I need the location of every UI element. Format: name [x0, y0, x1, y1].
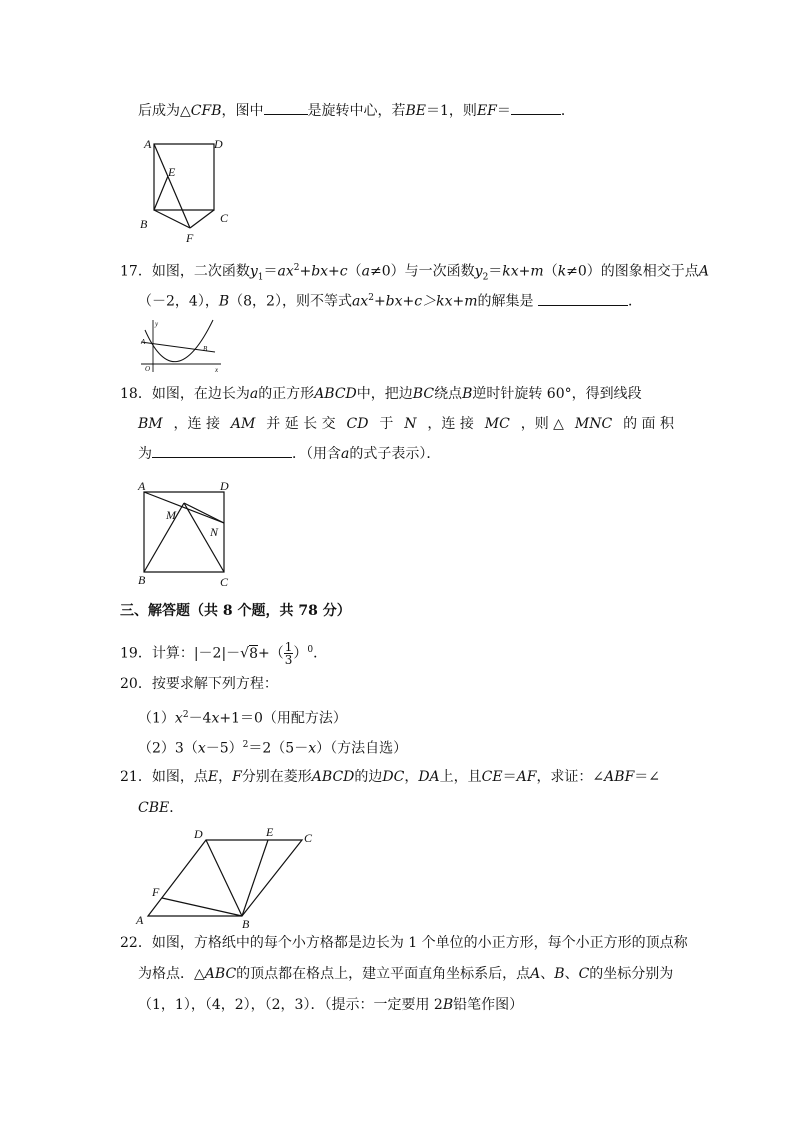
q21-var: ABF: [604, 769, 635, 785]
q16-answer-blank-2[interactable]: [511, 100, 561, 115]
q18-var: AM: [230, 416, 256, 432]
q20-stem: [120, 673, 278, 695]
q17-label-x: x: [215, 366, 219, 374]
q17-var: k: [557, 263, 567, 280]
q18-label-c: C: [220, 575, 229, 589]
q16-text: ＝: [496, 103, 511, 119]
q21-var: DC: [382, 769, 405, 785]
q18-text: 并 延 长 交: [266, 416, 336, 432]
q18-var: B: [462, 386, 473, 402]
q17-sup: 2: [368, 293, 374, 303]
q17-text: ≠0）与一次函数: [370, 263, 475, 280]
q21-line-1: [120, 766, 660, 788]
q20-var: x: [211, 710, 220, 727]
q19-text: 计算：|－2|－: [151, 645, 241, 662]
q17-text: ≠0）的图象相交于点: [566, 263, 699, 280]
q16-var: EF: [476, 103, 497, 119]
q18-var: BC: [412, 386, 435, 402]
q22-var: ABC: [204, 966, 237, 982]
q21-text: ，求证：∠: [536, 769, 605, 785]
q22-text: 的坐标分别为: [589, 966, 674, 982]
q18-label-b: B: [138, 573, 146, 587]
q20-text: （2）3（: [138, 740, 198, 757]
q17-text: （: [347, 263, 362, 280]
q17-text: 的解集是: [477, 293, 534, 310]
q17-var: ax: [277, 263, 294, 280]
q21-text: 上，且: [439, 769, 482, 785]
q19-exponent: 0: [307, 645, 314, 655]
q21-label-c: C: [304, 831, 313, 845]
q21-var: AF: [516, 769, 537, 785]
q17-label-o: O: [145, 365, 151, 373]
q17-line-1: [120, 257, 709, 283]
q21-text: ＝: [502, 769, 517, 785]
q21-text: ，: [218, 769, 233, 785]
q18-text: 中，把边: [356, 386, 413, 402]
q18-text: ，则 △: [520, 416, 564, 432]
q22-text: 的顶点都在格点上，建立平面直角坐标系后，点: [236, 966, 531, 982]
q18-label-n: N: [210, 525, 219, 539]
q17-sub: 1: [257, 272, 264, 283]
q22-text: 如图，方格纸中的每个小方格都是边长为 1 个单位的小正方形，每个小正方形的顶点称: [151, 935, 688, 951]
q17-var: A: [698, 263, 709, 280]
q18-line-2: [138, 413, 674, 435]
q21-label-b: B: [242, 917, 250, 930]
q17-line-2: [138, 287, 642, 309]
q17-text: ＝: [263, 263, 278, 280]
q18-text: 的式子表示）．: [349, 446, 441, 462]
q16-label-f: F: [186, 231, 194, 245]
q18-text: 为: [138, 446, 152, 462]
q22-line-2: [138, 963, 673, 985]
q19-line: [120, 636, 328, 668]
q19-fraction: [284, 641, 294, 666]
q17-var: kx+m: [502, 263, 544, 280]
q18-figure: [130, 474, 240, 590]
q22-text: （1，1），（4，2），（2，3）．（提示：一定要用 2: [138, 997, 443, 1013]
q18-number: 18．: [120, 386, 152, 402]
q20-var: x: [308, 740, 317, 757]
q22-text: 为格点．△: [138, 966, 205, 982]
q17-var: +bx+c: [299, 263, 348, 280]
q21-label-e: E: [266, 825, 274, 839]
q17-var: a: [361, 263, 370, 280]
q16-var: BE: [405, 103, 427, 119]
q21-text: ＝∠: [634, 769, 661, 785]
q21-text: ．: [169, 800, 184, 816]
q18-var: MC: [484, 416, 510, 432]
q18-var: N: [404, 416, 417, 432]
q21-text: 的边: [354, 769, 383, 785]
q20-text: 按要求解下列方程：: [151, 676, 278, 692]
q22-line-3: [138, 994, 523, 1016]
q17-var: y: [249, 263, 258, 280]
q20-text: +1＝0（用配方法）: [219, 710, 347, 727]
q22-var: B: [554, 966, 565, 982]
section-heading: 三、解答题（共 8 个题，共 78 分）: [120, 603, 351, 619]
q18-var: a: [341, 446, 350, 462]
q18-label-m: M: [166, 508, 176, 522]
q17-var: y: [474, 263, 483, 280]
q18-text: ，连 接: [173, 416, 220, 432]
q21-var: CE: [481, 769, 503, 785]
q21-var: CBE: [138, 800, 170, 816]
q20-text: －4: [188, 710, 212, 727]
q20-text: －5）: [205, 740, 243, 757]
q17-text: 如图，二次函数: [151, 263, 250, 280]
q16-label-b: B: [140, 217, 148, 231]
q16-label-d: D: [214, 137, 223, 151]
q21-var: E: [207, 769, 219, 785]
q16-label-c: C: [220, 211, 229, 225]
q22-text: 铅笔作图）: [453, 997, 524, 1013]
q17-text: ＝: [488, 263, 503, 280]
q19-sqrt-arg: 8: [249, 645, 259, 662]
q22-var: A: [530, 966, 541, 982]
q17-var: ax: [351, 293, 369, 310]
q21-text: 分别在菱形: [241, 769, 312, 785]
q20-text: （1）: [138, 710, 175, 727]
q16-label-e: E: [168, 165, 176, 179]
q16-answer-blank-1[interactable]: [264, 100, 308, 115]
q16-figure: [130, 130, 240, 248]
q21-line-2: [138, 797, 183, 819]
q21-var: DA: [418, 769, 440, 785]
q17-label-b: B: [203, 345, 208, 353]
q17-answer-blank[interactable]: [538, 291, 628, 306]
q18-var: ABCD: [314, 386, 357, 402]
q20-sup: 2: [242, 740, 249, 750]
q18-text: 的正方形: [258, 386, 315, 402]
q16-var: CFB: [190, 103, 222, 119]
q21-label-d: D: [194, 827, 203, 841]
q17-var: +bx+c＞kx+m: [373, 293, 478, 310]
q20-text: ）（方法自选）: [316, 740, 408, 757]
q18-answer-blank[interactable]: [152, 443, 292, 458]
q20-part-1: [138, 704, 347, 726]
q17-text: ．: [627, 293, 642, 310]
q18-text: ．（用含: [292, 446, 341, 462]
q20-number: 20．: [120, 676, 152, 692]
q17-label-y: y: [155, 320, 159, 328]
q17-text: （8，2），则不等式: [229, 293, 352, 310]
q16-text: 后成为△: [138, 103, 191, 119]
q18-label-a: A: [138, 479, 146, 493]
q18-var: BM: [138, 416, 163, 432]
q21-number: 21．: [120, 769, 152, 785]
q21-text: ，: [404, 769, 419, 785]
q17-var: B: [218, 293, 230, 310]
q19-text: +（: [258, 645, 284, 662]
q20-part-2: [138, 734, 407, 756]
q17-sup: 2: [293, 263, 300, 273]
q16-text: 是旋转中心，若: [307, 103, 406, 119]
sqrt-symbol: √: [240, 645, 250, 662]
q18-text: ，连 接: [427, 416, 474, 432]
q16-text: ．: [560, 103, 575, 119]
q19-number: 19．: [120, 645, 152, 662]
q22-var: B: [442, 997, 454, 1013]
q22-var: C: [578, 966, 590, 982]
q20-text: ＝2（5－: [248, 740, 309, 757]
q16-text: ＝1，则: [426, 103, 477, 119]
q17-figure: [135, 318, 225, 374]
q17-text: （－2，4），: [138, 293, 219, 310]
q18-line-1: [120, 383, 642, 405]
q21-figure: [130, 822, 330, 930]
q22-text: 、: [564, 966, 579, 982]
q18-var: a: [249, 386, 259, 402]
q17-sub: 2: [482, 272, 489, 283]
q21-text: 如图，点: [151, 769, 208, 785]
q17-number: 17．: [120, 263, 152, 280]
q18-text: 如图，在边长为: [151, 386, 250, 402]
q19-text: ．: [313, 645, 328, 662]
q18-text: 的 面 积: [623, 416, 674, 432]
q21-var: ABCD: [311, 769, 355, 785]
q21-label-f: F: [152, 885, 160, 899]
q19-frac-den: 3: [284, 653, 293, 668]
q19-frac-num: 1: [284, 640, 293, 655]
q18-text: 绕点: [434, 386, 463, 402]
q18-line-3: [138, 443, 440, 465]
q20-var: x: [197, 740, 206, 757]
q22-text: 、: [540, 966, 555, 982]
q16-text: ，图中: [221, 103, 264, 119]
q22-number: 22．: [120, 935, 152, 951]
q18-var: CD: [346, 416, 369, 432]
q18-text: 逆时针旋转 60°，得到线段: [472, 386, 642, 402]
q20-var: x: [174, 710, 183, 727]
q16-text-line: [138, 100, 575, 122]
q17-text: （: [543, 263, 558, 280]
q18-var: MNC: [574, 416, 613, 432]
q18-label-d: D: [220, 479, 229, 493]
q19-text: ）: [293, 645, 308, 662]
q22-line-1: [120, 932, 688, 954]
q21-var: F: [232, 769, 242, 785]
q16-label-a: A: [144, 137, 152, 151]
q21-label-a: A: [136, 913, 144, 927]
q20-sup: 2: [182, 710, 189, 720]
q17-label-a: A: [141, 338, 146, 346]
q18-text: 于: [379, 416, 394, 432]
